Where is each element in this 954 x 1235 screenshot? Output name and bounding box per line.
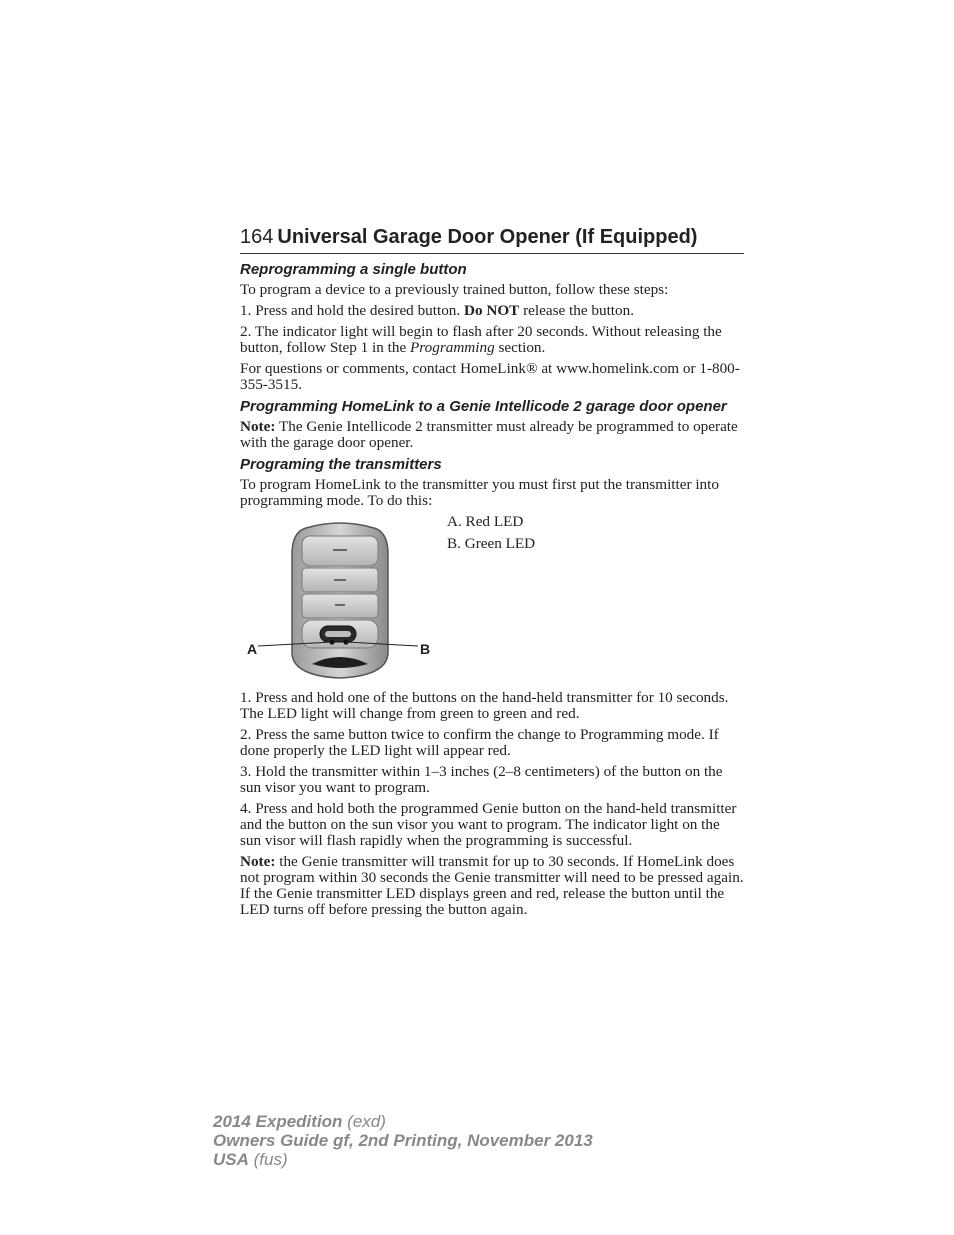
transmitter-figure (240, 514, 744, 686)
legend-a: A. Red LED (447, 513, 524, 530)
manual-page (240, 226, 744, 923)
transmitters-intro: To program HomeLink to the transmitter you must first put the transmitter into programming mode. To do this: (240, 476, 719, 509)
transmitter-step-3: 3. Hold the transmitter within 1–3 inches (2–8 centimeters) of the button on the sun visor you want to program. (240, 763, 723, 796)
genie-note: Note: The Genie Intellicode 2 transmitter must already be programmed to operate with the garage door opener. (240, 418, 738, 451)
section-heading-transmitters: Programing the transmitters (240, 456, 442, 473)
legend-b: B. Green LED (447, 535, 536, 552)
contact-info: For questions or comments, contact HomeLink® at www.homelink.com or 1-800-355-3515. (240, 360, 740, 393)
figure-legend (447, 514, 535, 558)
footer-line-3: USA (fus) (213, 1150, 288, 1169)
page-header (240, 226, 744, 254)
page-number: 164 (240, 226, 274, 248)
section-heading-genie: Programming HomeLink to a Genie Intellicode 2 garage door opener (240, 398, 727, 415)
transmitter-step-1: 1. Press and hold one of the buttons on the hand-held transmitter for 10 seconds. The LED light will change from green to green and red. (240, 689, 729, 722)
reprogram-step-1: 1. Press and hold the desired button. Do NOT release the button. (240, 302, 634, 319)
transmitter-step-4: 4. Press and hold both the programmed Genie button on the hand-held transmitter and the button on the sun visor you want to program. The indicator light on the sun visor will flash rapidly when the programming is successful. (240, 800, 737, 849)
transmitter-illustration (240, 514, 440, 686)
footer-line-2: Owners Guide gf, 2nd Printing, November 2013 (213, 1131, 593, 1150)
reprogram-intro: To program a device to a previously trained button, follow these steps: (240, 281, 669, 298)
section-heading-reprogramming: Reprogramming a single button (240, 261, 467, 278)
page-footer (213, 1112, 593, 1169)
footer-line-1: 2014 Expedition (exd) (213, 1112, 386, 1131)
page-title: Universal Garage Door Opener (If Equipped) (277, 226, 698, 248)
reprogram-step-2: 2. The indicator light will begin to flash after 20 seconds. Without releasing the button, follow Step 1 in the Programming section. (240, 323, 722, 356)
callout-a: A (247, 641, 258, 657)
transmitter-step-2: 2. Press the same button twice to confirm the change to Programming mode. If done properly the LED light will appear red. (240, 726, 719, 759)
transmitter-note: Note: the Genie transmitter will transmit for up to 30 seconds. If HomeLink does not program within 30 seconds the Genie transmitter will need to be pressed again. If the Genie transmitter LED displays green and red, release the button until the LED turns off before pressing the button again. (240, 853, 744, 918)
callout-b: B (420, 641, 431, 657)
